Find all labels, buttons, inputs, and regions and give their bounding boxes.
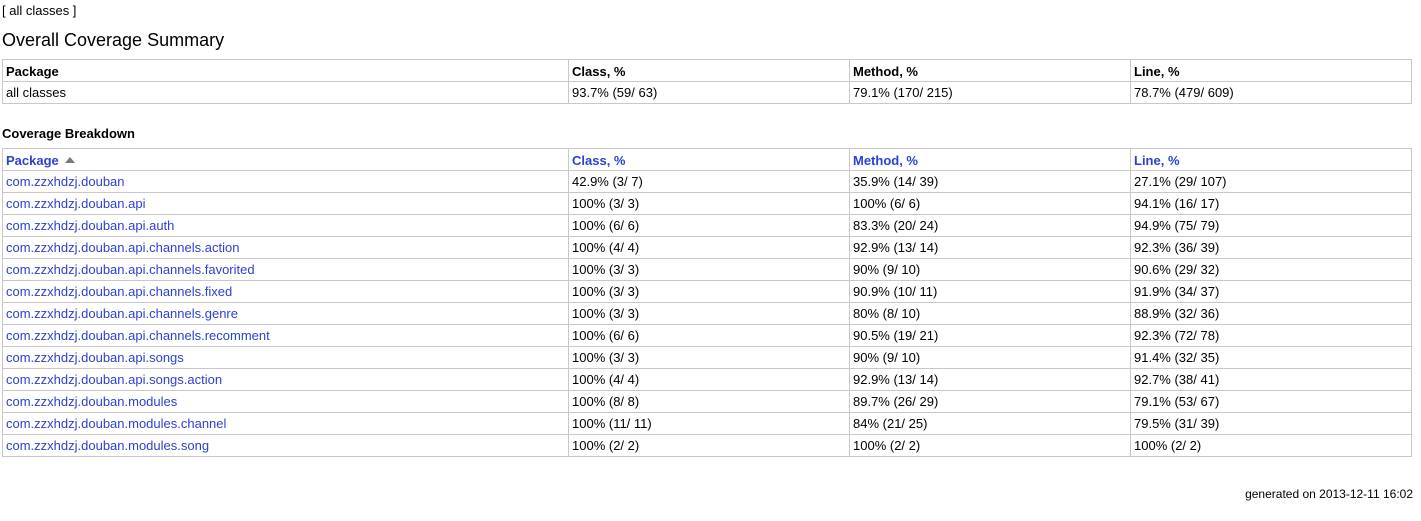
method-coverage-cell: 90.5% (19/ 21) [850,325,1131,347]
table-row [3,413,1412,435]
summary-header-package: Package [3,60,569,82]
table-row [3,325,1412,347]
summary-table [2,59,1412,104]
breakdown-header-line[interactable]: Line, % [1131,149,1412,171]
package-link[interactable]: com.zzxhdzj.douban.api.channels.recomment [6,328,270,343]
table-row [3,193,1412,215]
package-cell [3,369,569,391]
package-cell [3,347,569,369]
summary-header-row [3,60,1412,82]
class-coverage-cell: 100% (4/ 4) [569,237,850,259]
package-cell [3,435,569,457]
method-coverage-cell: 83.3% (20/ 24) [850,215,1131,237]
package-cell [3,303,569,325]
table-row [3,237,1412,259]
line-coverage-cell: 27.1% (29/ 107) [1131,171,1412,193]
breakdown-header-package-label: Package [6,153,59,168]
package-link[interactable]: com.zzxhdzj.douban.api.songs [6,350,184,365]
summary-header-line: Line, % [1131,60,1412,82]
summary-header-method: Method, % [850,60,1131,82]
breakdown-title: Coverage Breakdown [2,126,135,141]
class-coverage-cell: 42.9% (3/ 7) [569,171,850,193]
class-coverage-cell: 100% (8/ 8) [569,391,850,413]
package-cell [3,193,569,215]
class-coverage-cell: 100% (3/ 3) [569,193,850,215]
line-coverage-cell: 79.1% (53/ 67) [1131,391,1412,413]
breakdown-table [2,148,1412,457]
line-coverage-cell: 88.9% (32/ 36) [1131,303,1412,325]
class-coverage-cell: 100% (4/ 4) [569,369,850,391]
table-row [3,215,1412,237]
breakdown-body [3,171,1412,457]
package-link[interactable]: com.zzxhdzj.douban.modules.channel [6,416,227,431]
summary-class-cell: 93.7% (59/ 63) [569,82,850,104]
method-coverage-cell: 100% (2/ 2) [850,435,1131,457]
line-coverage-cell: 94.9% (75/ 79) [1131,215,1412,237]
summary-package-cell: all classes [3,82,569,104]
method-coverage-cell: 84% (21/ 25) [850,413,1131,435]
summary-header-class: Class, % [569,60,850,82]
table-row [3,171,1412,193]
breakdown-header-method[interactable]: Method, % [850,149,1131,171]
package-link[interactable]: com.zzxhdzj.douban.api [6,196,146,211]
class-coverage-cell: 100% (6/ 6) [569,215,850,237]
package-link[interactable]: com.zzxhdzj.douban.api.channels.fixed [6,284,233,299]
package-cell [3,171,569,193]
table-row [3,435,1412,457]
method-coverage-cell: 100% (6/ 6) [850,193,1131,215]
all-classes-link[interactable]: [ all classes ] [2,3,77,18]
top-nav [2,3,1413,20]
package-link[interactable]: com.zzxhdzj.douban.modules.song [6,438,210,453]
package-cell [3,413,569,435]
table-row [3,391,1412,413]
line-coverage-cell: 92.3% (36/ 39) [1131,237,1412,259]
breakdown-header-package[interactable] [3,149,569,171]
breakdown-header-row [3,149,1412,171]
summary-title: Overall Coverage Summary [2,30,225,50]
line-coverage-cell: 90.6% (29/ 32) [1131,259,1412,281]
table-row [3,259,1412,281]
line-coverage-cell: 91.9% (34/ 37) [1131,281,1412,303]
line-coverage-cell: 92.3% (72/ 78) [1131,325,1412,347]
method-coverage-cell: 90.9% (10/ 11) [850,281,1131,303]
package-link[interactable]: com.zzxhdzj.douban.api.channels.favorited [6,262,255,277]
table-row [3,281,1412,303]
method-coverage-cell: 90% (9/ 10) [850,259,1131,281]
package-link[interactable]: com.zzxhdzj.douban.api.channels.action [6,240,240,255]
package-cell [3,237,569,259]
class-coverage-cell: 100% (3/ 3) [569,347,850,369]
line-coverage-cell: 92.7% (38/ 41) [1131,369,1412,391]
class-coverage-cell: 100% (3/ 3) [569,259,850,281]
generated-timestamp: generated on 2013-12-11 16:02 [1245,487,1413,501]
package-cell [3,391,569,413]
summary-line-cell: 78.7% (479/ 609) [1131,82,1412,104]
table-row [3,303,1412,325]
summary-row [3,82,1412,104]
package-link[interactable]: com.zzxhdzj.douban.modules [6,394,178,409]
method-coverage-cell: 89.7% (26/ 29) [850,391,1131,413]
method-coverage-cell: 92.9% (13/ 14) [850,237,1131,259]
method-coverage-cell: 80% (8/ 10) [850,303,1131,325]
package-link[interactable]: com.zzxhdzj.douban.api.channels.genre [6,306,238,321]
package-cell [3,215,569,237]
class-coverage-cell: 100% (2/ 2) [569,435,850,457]
package-cell [3,281,569,303]
package-cell [3,259,569,281]
method-coverage-cell: 90% (9/ 10) [850,347,1131,369]
class-coverage-cell: 100% (6/ 6) [569,325,850,347]
class-coverage-cell: 100% (3/ 3) [569,281,850,303]
package-link[interactable]: com.zzxhdzj.douban.api.songs.action [6,372,223,387]
line-coverage-cell: 91.4% (32/ 35) [1131,347,1412,369]
package-link[interactable]: com.zzxhdzj.douban.api.auth [6,218,175,233]
summary-method-cell: 79.1% (170/ 215) [850,82,1131,104]
line-coverage-cell: 100% (2/ 2) [1131,435,1412,457]
table-row [3,369,1412,391]
package-link[interactable]: com.zzxhdzj.douban [6,174,125,189]
package-cell [3,325,569,347]
line-coverage-cell: 94.1% (16/ 17) [1131,193,1412,215]
table-row [3,347,1412,369]
method-coverage-cell: 92.9% (13/ 14) [850,369,1131,391]
class-coverage-cell: 100% (3/ 3) [569,303,850,325]
class-coverage-cell: 100% (11/ 11) [569,413,850,435]
breakdown-header-class[interactable]: Class, % [569,149,850,171]
sort-ascending-arrow-icon [65,157,75,163]
method-coverage-cell: 35.9% (14/ 39) [850,171,1131,193]
line-coverage-cell: 79.5% (31/ 39) [1131,413,1412,435]
